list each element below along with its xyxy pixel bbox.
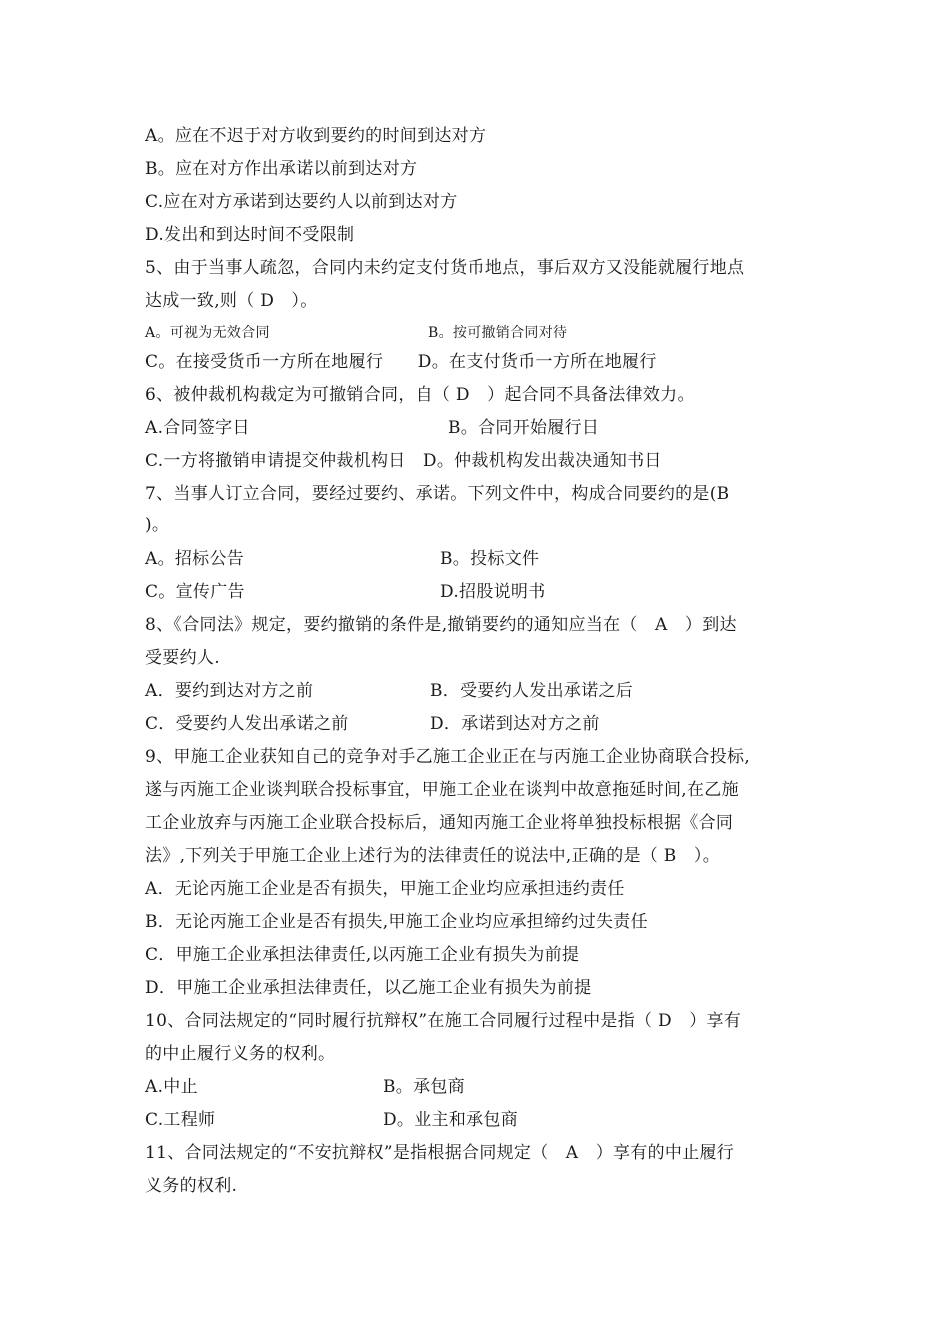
- question-line: 达成一致,则（ D ）。: [145, 291, 318, 311]
- question-7: 7、当事人订立合同，要经过要约、承诺。下列文件中，构成合同要约的是(B: [145, 484, 730, 504]
- question-line: 遂与丙施工企业谈判联合投标事宜，甲施工企业在谈判中故意拖延时间,在乙施: [145, 780, 739, 800]
- option-b: B。投标文件: [440, 549, 540, 569]
- option-a: A.中止: [145, 1077, 198, 1097]
- option-row: [145, 713, 600, 735]
- option-a: A。可视为无效合同: [145, 325, 270, 341]
- option-line: B。应在对方作出承诺以前到达对方: [145, 159, 418, 179]
- option-line: A。应在不迟于对方收到要约的时间到达对方: [145, 126, 487, 146]
- question-line: )。: [145, 515, 170, 535]
- option-row: [145, 1109, 519, 1131]
- question-8: 8、《合同法》规定，要约撤销的条件是,撤销要约的通知应当在（ A ）到达: [145, 615, 737, 635]
- question-10: 10、合同法规定的“同时履行抗辩权”在施工合同履行过程中是指（ D ）享有: [145, 1011, 742, 1031]
- option-b: B．受要约人发出承诺之后: [430, 681, 634, 701]
- question-line: 法》,下列关于甲施工企业上述行为的法律责任的说法中,正确的是（ B ）。: [145, 846, 721, 866]
- option-row: [145, 581, 546, 603]
- question-line: 工企业放弃与丙施工企业联合投标后，通知丙施工企业将单独投标根据《合同: [145, 813, 734, 833]
- option-b: B。合同开始履行日: [448, 418, 600, 438]
- option-a: A.合同签字日: [145, 418, 250, 438]
- option-row: [145, 417, 600, 439]
- option-row: [145, 1076, 465, 1098]
- option-line: C。在接受货币一方所在地履行 D。在支付货币一方所在地履行: [145, 352, 657, 372]
- question-line: 的中止履行义务的权利。: [145, 1044, 336, 1064]
- question-11: 11、合同法规定的“不安抗辩权”是指根据合同规定（ A ）享有的中止履行: [145, 1143, 735, 1163]
- option-line: B．无论丙施工企业是否有损失,甲施工企业均应承担缔约过失责任: [145, 912, 648, 932]
- option-line: D．甲施工企业承担法律责任，以乙施工企业有损失为前提: [145, 978, 592, 998]
- option-line: C.应在对方承诺到达要约人以前到达对方: [145, 192, 458, 212]
- option-row: [145, 680, 634, 702]
- option-line: C．甲施工企业承担法律责任,以丙施工企业有损失为前提: [145, 945, 580, 965]
- option-row: [145, 322, 568, 344]
- option-line: D.发出和到达时间不受限制: [145, 225, 355, 245]
- option-b: D．承诺到达对方之前: [430, 714, 600, 734]
- option-b: B。承包商: [383, 1077, 465, 1097]
- option-a: A。招标公告: [145, 549, 245, 569]
- option-a: C。宣传广告: [145, 582, 245, 602]
- option-row: [145, 548, 540, 570]
- question-line: 义务的权利.: [145, 1176, 238, 1196]
- option-line: A．无论丙施工企业是否有损失，甲施工企业均应承担违约责任: [145, 879, 625, 899]
- option-b: D.招股说明书: [440, 582, 546, 602]
- option-line: C.一方将撤销申请提交仲裁机构日 D。仲裁机构发出裁决通知书日: [145, 451, 662, 471]
- option-b: D。业主和承包商: [383, 1110, 519, 1130]
- question-5: 5、由于当事人疏忽，合同内未约定支付货币地点，事后双方又没能就履行地点: [145, 258, 745, 278]
- option-b: B。按可撤销合同对待: [428, 325, 568, 341]
- option-a: A．要约到达对方之前: [145, 681, 314, 701]
- option-a: C.工程师: [145, 1110, 216, 1130]
- question-9: 9、甲施工企业获知自己的竞争对手乙施工企业正在与丙施工企业协商联合投标,: [145, 747, 751, 767]
- question-6: 6、被仲裁机构裁定为可撤销合同，自（ D ）起合同不具备法律效力。: [145, 385, 695, 405]
- option-a: C．受要约人发出承诺之前: [145, 714, 349, 734]
- question-line: 受要约人.: [145, 648, 220, 668]
